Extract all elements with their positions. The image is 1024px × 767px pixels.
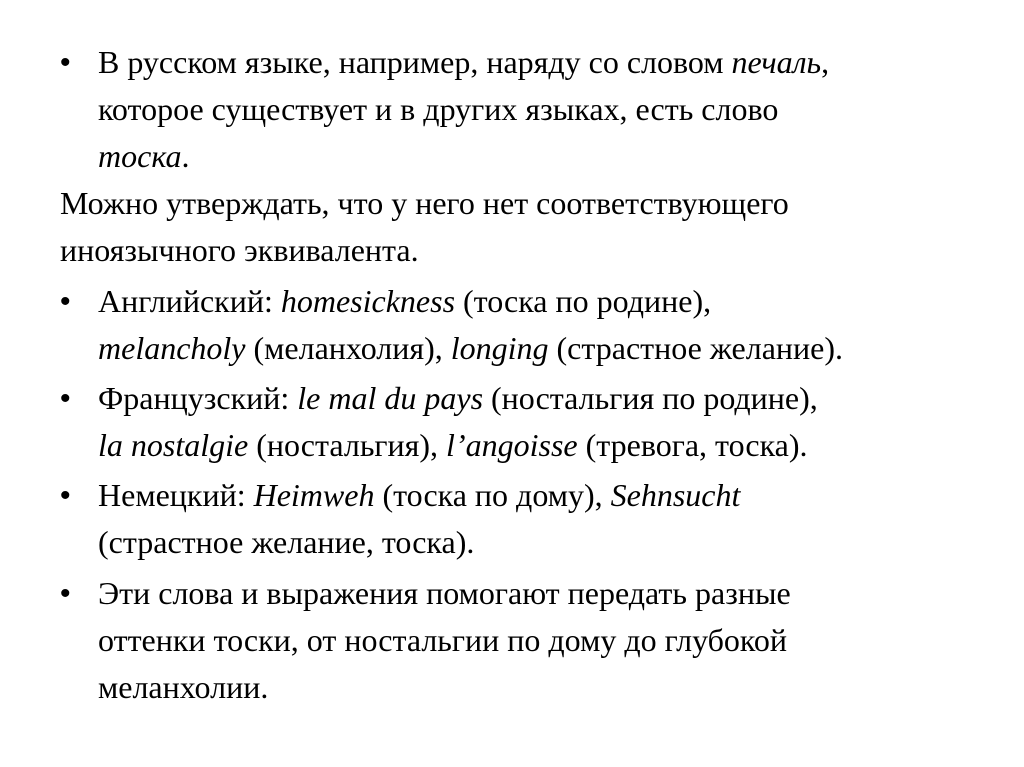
text-run: Английский: bbox=[98, 283, 281, 319]
text-line bbox=[98, 375, 990, 422]
text-run: (ностальгия), bbox=[248, 427, 447, 463]
bullet-item-french bbox=[60, 375, 990, 469]
text-run-italic: Heimweh bbox=[253, 477, 375, 513]
bullet-icon: • bbox=[60, 577, 71, 610]
text-line bbox=[98, 86, 990, 133]
bullet-item-russian-toska bbox=[60, 39, 990, 180]
text-line bbox=[60, 180, 990, 227]
bullet-icon: • bbox=[60, 479, 71, 512]
bullet-icon: • bbox=[60, 46, 71, 79]
text-run: (тоска по родине), bbox=[455, 283, 712, 319]
text-run: Немецкий: bbox=[98, 477, 254, 513]
text-run: оттенки тоски, от ностальгии по дому до глубокой bbox=[98, 622, 787, 658]
text-line bbox=[60, 227, 990, 274]
bullet-item-summary bbox=[60, 570, 990, 711]
text-run: которое существует и в других языках, есть слово bbox=[98, 91, 779, 127]
text-run: Французский: bbox=[98, 380, 298, 416]
text-run: . bbox=[181, 138, 190, 174]
text-run: меланхолии. bbox=[98, 669, 269, 705]
bullet-icon: • bbox=[60, 285, 71, 318]
text-line bbox=[98, 278, 990, 325]
text-line bbox=[98, 133, 990, 180]
text-line bbox=[98, 325, 990, 372]
text-run: иноязычного эквивалента. bbox=[60, 232, 419, 268]
text-run-italic: la nostalgie bbox=[98, 427, 249, 463]
text-run: (ностальгия по родине), bbox=[483, 380, 818, 416]
text-run: Эти слова и выражения помогают передать разные bbox=[98, 575, 791, 611]
text-run-italic: melancholy bbox=[98, 330, 246, 366]
text-run-italic: longing bbox=[450, 330, 549, 366]
text-run: (страстное желание, тоска). bbox=[98, 524, 475, 560]
text-run-italic: Sehnsucht bbox=[610, 477, 741, 513]
bullet-icon: • bbox=[60, 382, 71, 415]
text-run: , bbox=[821, 44, 830, 80]
text-run: (страстное желание). bbox=[548, 330, 844, 366]
paragraph-no-equivalent bbox=[60, 180, 990, 274]
bullet-item-english bbox=[60, 278, 990, 372]
text-run: (меланхолия), bbox=[245, 330, 451, 366]
text-run: В русском языке, например, наряду со словом bbox=[98, 44, 732, 80]
text-line bbox=[98, 472, 990, 519]
text-run-italic: тоска bbox=[98, 138, 182, 174]
text-run-italic: печаль bbox=[731, 44, 822, 80]
text-run-italic: l’angoisse bbox=[446, 427, 578, 463]
text-line bbox=[98, 39, 990, 86]
text-line bbox=[98, 617, 990, 664]
text-run-italic: le mal du pays bbox=[297, 380, 484, 416]
bullet-item-german bbox=[60, 472, 990, 566]
text-run: (тревога, тоска). bbox=[577, 427, 808, 463]
text-line bbox=[98, 422, 990, 469]
text-run: Можно утверждать, что у него нет соответствующего bbox=[60, 185, 789, 221]
text-run: (тоска по дому), bbox=[374, 477, 611, 513]
text-line bbox=[98, 570, 990, 617]
text-run-italic: homesickness bbox=[280, 283, 456, 319]
text-line bbox=[98, 519, 990, 566]
text-line bbox=[98, 664, 990, 711]
